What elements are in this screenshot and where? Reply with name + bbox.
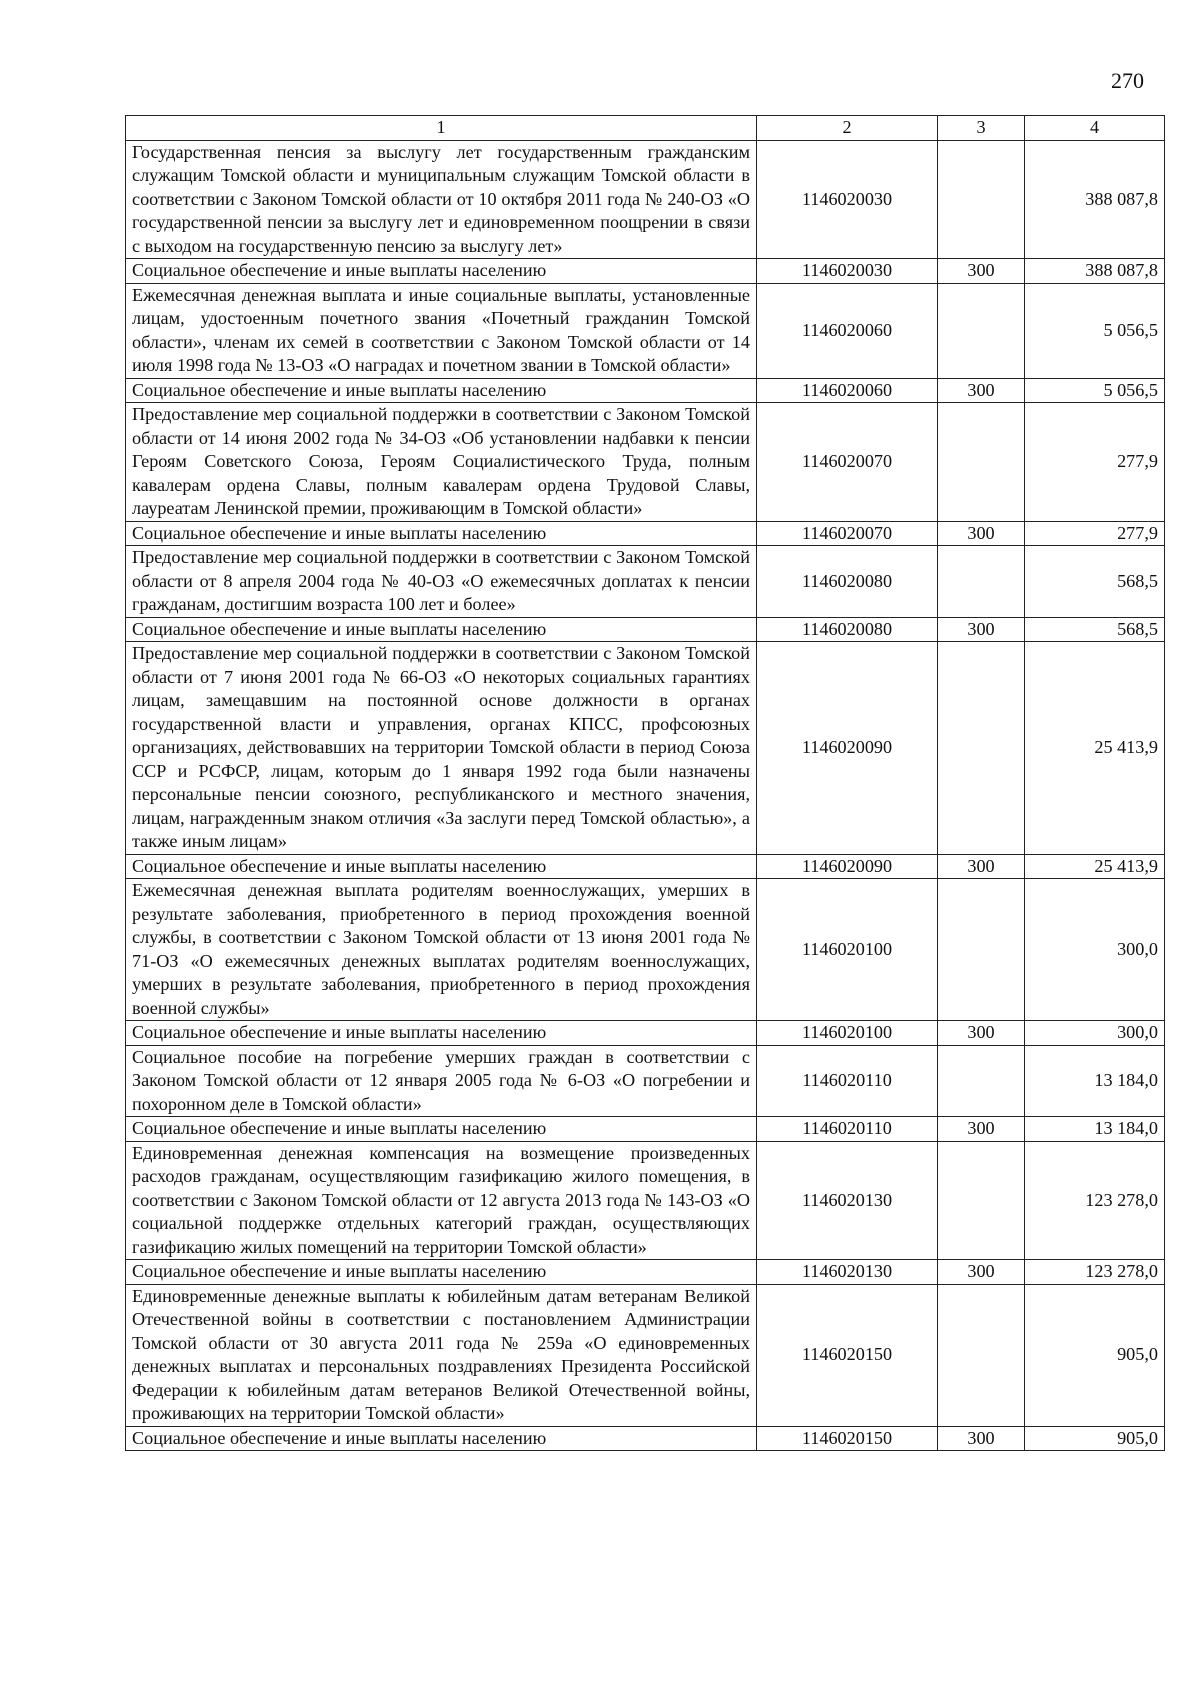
table-row <box>126 1045 1165 1117</box>
table-row <box>126 259 1165 284</box>
budget-table <box>125 115 1165 1451</box>
row-amount: 388 087,8 <box>1025 140 1165 259</box>
row-target-code: 1146020100 <box>757 879 938 1021</box>
row-expense-type: 300 <box>938 1260 1025 1285</box>
table-row <box>126 1141 1165 1260</box>
row-target-code: 1146020030 <box>757 259 938 284</box>
row-expense-type: 300 <box>938 1117 1025 1142</box>
row-target-code: 1146020060 <box>757 283 938 378</box>
row-description: Единовременные денежные выплаты к юбилейным датам ветеранам Великой Отечественной войны в соответствии с постановлением Администрации Томской области от 30 августа 2011 года № 259а «О единовременных денежных выплатах и персональных поздравлениях Президента Российской Федерации к юбилейным датам ветеранов Великой Отечественной войны, проживающих на территории Томской области» <box>126 1284 757 1426</box>
row-expense-type <box>938 283 1025 378</box>
table-row <box>126 546 1165 618</box>
header-col-1: 1 <box>126 116 757 141</box>
table-row <box>126 1260 1165 1285</box>
row-amount: 568,5 <box>1025 546 1165 618</box>
header-col-3: 3 <box>938 116 1025 141</box>
row-target-code: 1146020060 <box>757 378 938 403</box>
row-expense-type: 300 <box>938 521 1025 546</box>
row-amount: 5 056,5 <box>1025 378 1165 403</box>
row-target-code: 1146020070 <box>757 403 938 522</box>
row-description: Социальное обеспечение и иные выплаты населению <box>126 378 757 403</box>
row-description: Предоставление мер социальной поддержки в соответствии с Законом Томской области от 7 июня 2001 года № 66-ОЗ «О некоторых социальных гарантиях лицам, замещавшим на постоянной основе должности в органах государственной власти и управления, органах КПСС, профсоюзных организациях, действовавших на территории Томской области в период Союза ССР и РСФСР, лицам, которым до 1 января 1992 года были назначены персональные пенсии союзного, республиканского и местного значения, лицам, награжденным знаком отличия «За заслуги перед Томской областью», а также иным лицам» <box>126 642 757 855</box>
row-expense-type: 300 <box>938 854 1025 879</box>
row-description: Предоставление мер социальной поддержки в соответствии с Законом Томской области от 14 июня 2002 года № 34-ОЗ «Об установлении надбавки к пенсии Героям Советского Союза, Героям Социалистического Труда, полным кавалерам ордена Славы, полным кавалерам ордена Трудовой Славы, лауреатам Ленинской премии, проживающим в Томской области» <box>126 403 757 522</box>
row-target-code: 1146020110 <box>757 1045 938 1117</box>
row-expense-type: 300 <box>938 617 1025 642</box>
row-amount: 300,0 <box>1025 1021 1165 1046</box>
row-expense-type <box>938 140 1025 259</box>
table-row <box>126 879 1165 1021</box>
row-expense-type: 300 <box>938 1021 1025 1046</box>
row-expense-type: 300 <box>938 378 1025 403</box>
row-target-code: 1146020100 <box>757 1021 938 1046</box>
table-row <box>126 1284 1165 1426</box>
row-target-code: 1146020090 <box>757 854 938 879</box>
row-description: Социальное обеспечение и иные выплаты населению <box>126 1021 757 1046</box>
row-amount: 388 087,8 <box>1025 259 1165 284</box>
row-expense-type <box>938 879 1025 1021</box>
table-row <box>126 283 1165 378</box>
row-amount: 25 413,9 <box>1025 642 1165 855</box>
row-target-code: 1146020070 <box>757 521 938 546</box>
row-description: Социальное обеспечение и иные выплаты населению <box>126 617 757 642</box>
row-target-code: 1146020130 <box>757 1260 938 1285</box>
row-target-code: 1146020080 <box>757 546 938 618</box>
row-description: Социальное обеспечение и иные выплаты населению <box>126 521 757 546</box>
row-description: Социальное обеспечение и иные выплаты населению <box>126 259 757 284</box>
row-description: Социальное пособие на погребение умерших граждан в соответствии с Законом Томской области от 12 января 2005 года № 6-ОЗ «О погребении и похоронном деле в Томской области» <box>126 1045 757 1117</box>
page-number: 270 <box>1111 68 1144 93</box>
table-row <box>126 403 1165 522</box>
row-description: Ежемесячная денежная выплата родителям военнослужащих, умерших в результате заболевания, приобретенного в период прохождения военной службы, в соответствии с Законом Томской области от 13 июня 2001 года № 71-ОЗ «О ежемесячных денежных выплатах родителям военнослужащих, умерших в результате заболевания, приобретенного в период прохождения военной службы» <box>126 879 757 1021</box>
row-target-code: 1146020080 <box>757 617 938 642</box>
row-target-code: 1146020150 <box>757 1284 938 1426</box>
row-description: Предоставление мер социальной поддержки в соответствии с Законом Томской области от 8 апреля 2004 года № 40-ОЗ «О ежемесячных доплатах к пенсии гражданам, достигшим возраста 100 лет и более» <box>126 546 757 618</box>
row-amount: 5 056,5 <box>1025 283 1165 378</box>
row-amount: 123 278,0 <box>1025 1141 1165 1260</box>
table-row <box>126 1117 1165 1142</box>
row-amount: 905,0 <box>1025 1426 1165 1451</box>
row-amount: 300,0 <box>1025 879 1165 1021</box>
row-expense-type <box>938 642 1025 855</box>
row-description: Ежемесячная денежная выплата и иные социальные выплаты, установленные лицам, удостоенным почетного звания «Почетный гражданин Томской области», членам их семей в соответствии с Законом Томской области от 14 июля 1998 года № 13-ОЗ «О наградах и почетном звании в Томской области» <box>126 283 757 378</box>
row-amount: 123 278,0 <box>1025 1260 1165 1285</box>
row-target-code: 1146020130 <box>757 1141 938 1260</box>
row-expense-type: 300 <box>938 1426 1025 1451</box>
row-expense-type <box>938 1141 1025 1260</box>
row-amount: 13 184,0 <box>1025 1045 1165 1117</box>
row-description: Единовременная денежная компенсация на возмещение произведенных расходов гражданам, осуществляющим газификацию жилого помещения, в соответствии с Законом Томской области от 12 августа 2013 года № 143-ОЗ «О социальной поддержке отдельных категорий граждан, осуществляющих газификацию жилых помещений на территории Томской области» <box>126 1141 757 1260</box>
row-amount: 277,9 <box>1025 403 1165 522</box>
row-amount: 277,9 <box>1025 521 1165 546</box>
row-amount: 568,5 <box>1025 617 1165 642</box>
row-target-code: 1146020090 <box>757 642 938 855</box>
row-amount: 13 184,0 <box>1025 1117 1165 1142</box>
row-amount: 905,0 <box>1025 1284 1165 1426</box>
row-description: Социальное обеспечение и иные выплаты населению <box>126 1426 757 1451</box>
row-expense-type <box>938 403 1025 522</box>
row-expense-type <box>938 1045 1025 1117</box>
row-description: Государственная пенсия за выслугу лет государственным гражданским служащим Томской области и муниципальным служащим Томской области в соответствии с Законом Томской области от 10 октября 2011 года № 240-ОЗ «О государственной пенсии за выслугу лет и единовременном поощрении в связи с выходом на государственную пенсию за выслугу лет» <box>126 140 757 259</box>
table-body <box>126 140 1165 1451</box>
row-description: Социальное обеспечение и иные выплаты населению <box>126 1260 757 1285</box>
table-row <box>126 140 1165 259</box>
row-expense-type <box>938 1284 1025 1426</box>
table-row <box>126 1021 1165 1046</box>
header-col-4: 4 <box>1025 116 1165 141</box>
row-target-code: 1146020150 <box>757 1426 938 1451</box>
table-row <box>126 642 1165 855</box>
table-row <box>126 521 1165 546</box>
table-header <box>126 116 1165 141</box>
row-description: Социальное обеспечение и иные выплаты населению <box>126 854 757 879</box>
row-expense-type <box>938 546 1025 618</box>
header-col-2: 2 <box>757 116 938 141</box>
row-target-code: 1146020030 <box>757 140 938 259</box>
row-amount: 25 413,9 <box>1025 854 1165 879</box>
table-row <box>126 617 1165 642</box>
table-row <box>126 854 1165 879</box>
row-expense-type: 300 <box>938 259 1025 284</box>
table-row <box>126 1426 1165 1451</box>
row-description: Социальное обеспечение и иные выплаты населению <box>126 1117 757 1142</box>
header-row <box>126 116 1165 141</box>
row-target-code: 1146020110 <box>757 1117 938 1142</box>
table-row <box>126 378 1165 403</box>
